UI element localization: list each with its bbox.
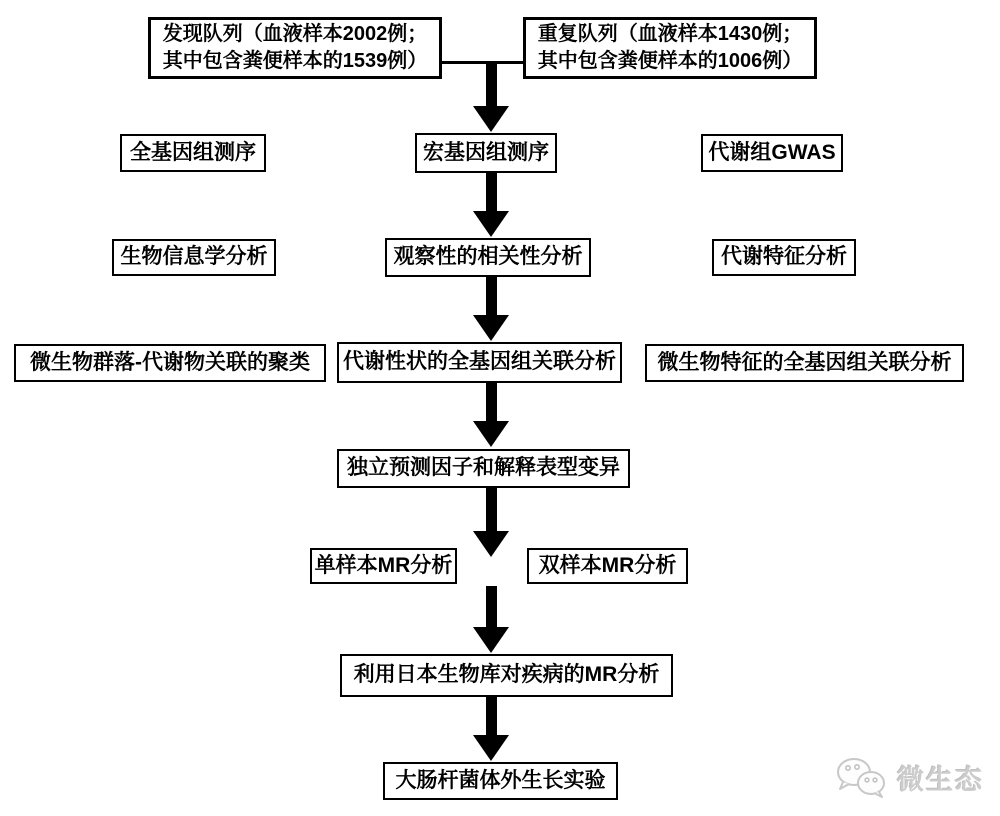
box-metabolome-gwas: 代谢组GWAS	[701, 134, 843, 172]
watermark	[833, 748, 993, 806]
box-metabolic-trait-gwas: 代谢性状的全基因组关联分析	[337, 342, 622, 383]
box-metabolic-feature-analysis: 代谢特征分析	[712, 239, 856, 276]
arrow-head	[473, 627, 509, 653]
box-microbial-feature-gwas: 微生物特征的全基因组关联分析	[645, 344, 964, 382]
arrow-head	[473, 315, 509, 341]
box-discovery-cohort-line1: 发现队列（血液样本2002例；	[162, 23, 428, 45]
box-one-sample-mr: 单样本MR分析	[310, 548, 457, 584]
arrow-head	[473, 421, 509, 447]
arrow-head	[473, 106, 509, 132]
watermark-text: 微生态	[897, 764, 984, 795]
down-arrow-1	[473, 64, 509, 132]
arrow-stem	[486, 173, 497, 211]
arrow-stem	[486, 697, 497, 735]
wechat-logo-icon	[833, 753, 891, 801]
down-arrow-6	[473, 586, 509, 653]
box-bioinformatics-analysis: 生物信息学分析	[112, 239, 276, 276]
box-metagenome-sequencing: 宏基因组测序	[415, 133, 557, 173]
down-arrow-3	[473, 277, 509, 341]
arrow-stem	[486, 586, 497, 627]
down-arrow-7	[473, 697, 509, 761]
arrow-head	[473, 211, 509, 237]
box-microbiome-metabolite-clustering: 微生物群落-代谢物关联的聚类	[14, 344, 326, 382]
down-arrow-2	[473, 173, 509, 237]
box-discovery-cohort-line2: 其中包含粪便样本的1539例）	[162, 50, 428, 72]
box-replication-cohort	[523, 17, 817, 79]
arrow-head	[473, 735, 509, 761]
arrow-stem	[486, 383, 497, 421]
box-observational-correlation-analysis: 观察性的相关性分析	[385, 238, 591, 277]
arrow-head	[473, 531, 509, 557]
box-replication-cohort-line2: 其中包含粪便样本的1006例）	[537, 50, 803, 72]
box-independent-predictors: 独立预测因子和解释表型变异	[337, 449, 630, 488]
down-arrow-4	[473, 383, 509, 447]
box-two-sample-mr: 双样本MR分析	[527, 548, 688, 584]
arrow-stem	[486, 488, 497, 531]
box-ecoli-growth-experiment: 大肠杆菌体外生长实验	[383, 762, 618, 800]
box-replication-cohort-line1: 重复队列（血液样本1430例；	[537, 23, 803, 45]
arrow-stem	[486, 64, 497, 106]
arrow-stem	[486, 277, 497, 315]
box-whole-genome-sequencing: 全基因组测序	[120, 134, 266, 172]
box-discovery-cohort	[148, 17, 442, 79]
box-biobank-japan-mr: 利用日本生物库对疾病的MR分析	[340, 654, 673, 697]
down-arrow-5	[473, 488, 509, 557]
